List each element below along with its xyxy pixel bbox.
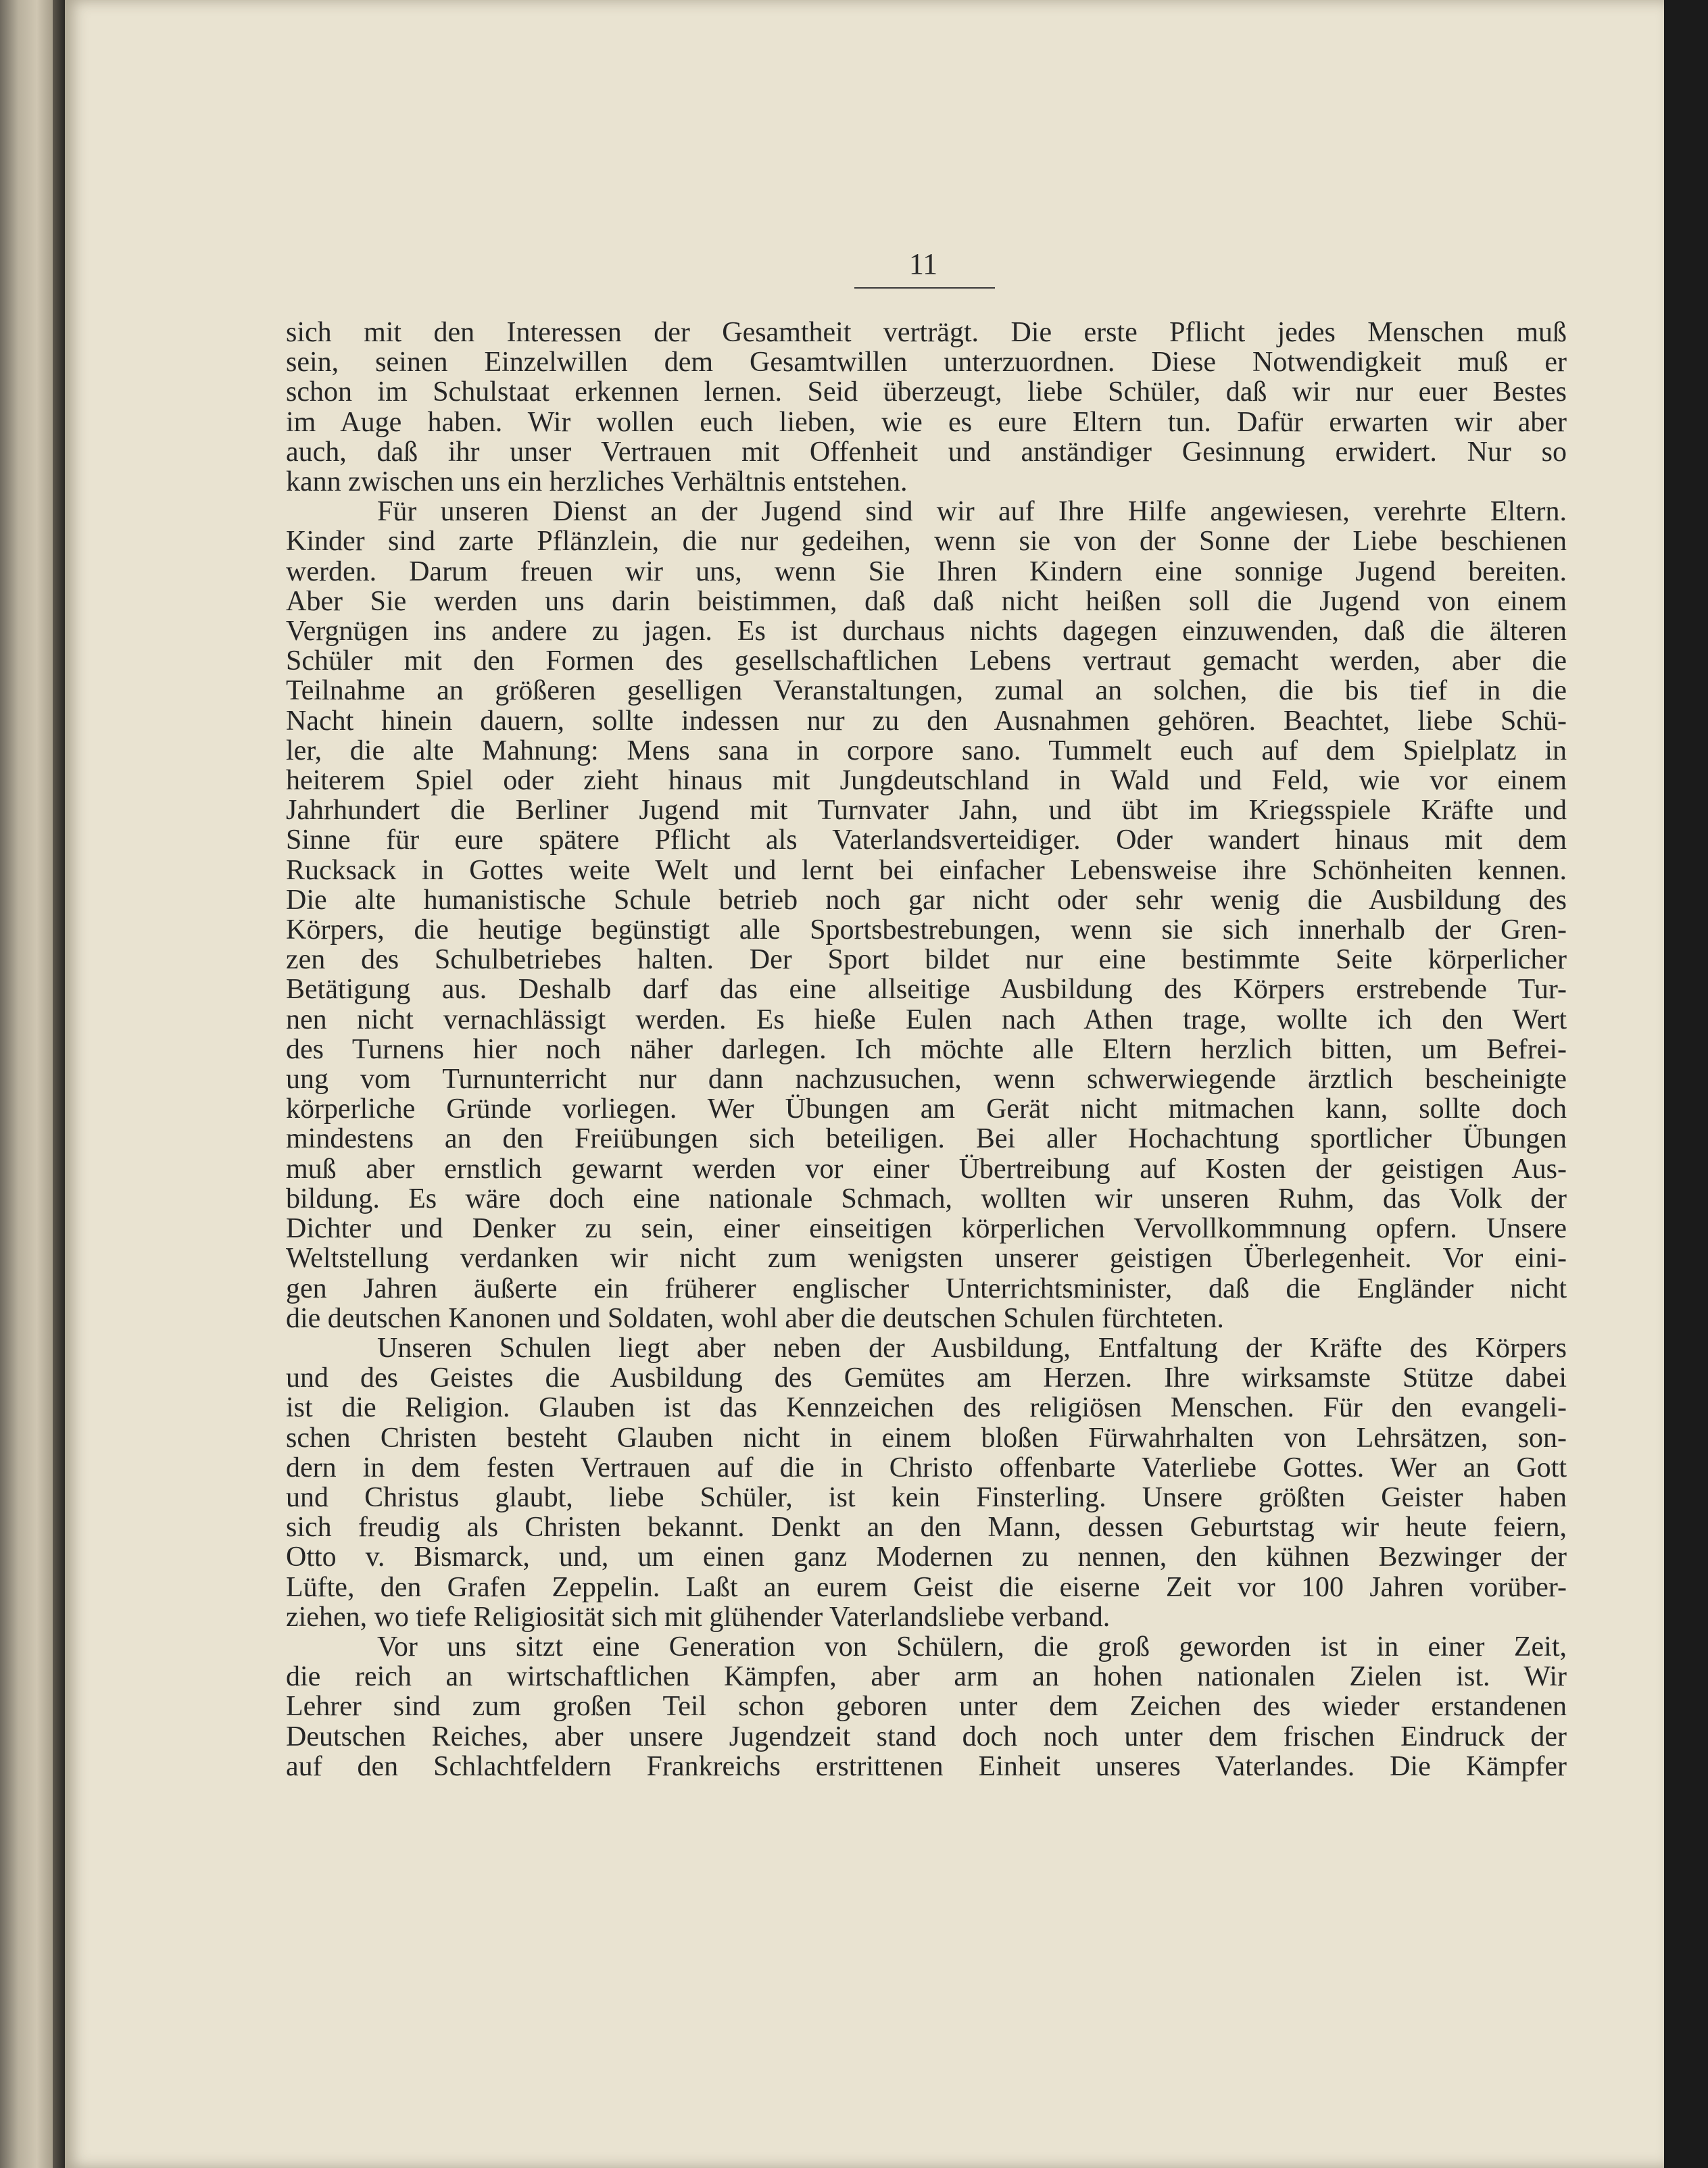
text-line: Dichter und Denker zu sein, einer einseitigen körperlichen Vervollkommnung opfern. Unsere (286, 1213, 1567, 1245)
text-line: Kinder sind zarte Pflänzlein, die nur gedeihen, wenn sie von der Sonne der Liebe beschienen (286, 526, 1567, 558)
text-line: gen Jahren äußerte ein früherer englischer Unterrichtsminister, daß die Engländer nicht (286, 1273, 1567, 1304)
book-gutter (53, 0, 65, 2168)
text-line: Jahrhundert die Berliner Jugend mit Turnvater Jahn, und übt im Kriegsspiele Kräfte und (286, 795, 1567, 827)
text-line: Rucksack in Gottes weite Welt und lernt bei einfacher Lebensweise ihre Schönheiten kennen. (286, 854, 1567, 886)
text-line: ist die Religion. Glauben ist das Kennzeichen des religiösen Menschen. Für den evangeli- (286, 1392, 1567, 1424)
text-line: Teilnahme an größeren geselligen Veranstaltungen, zumal an solchen, die bis tief in die (286, 675, 1567, 707)
text-line: sein, seinen Einzelwillen dem Gesamtwillen unterzuordnen. Diese Notwendigkeit muß er (286, 347, 1567, 378)
text-line: werden. Darum freuen wir uns, wenn Sie Ihren Kindern eine sonnige Jugend bereiten. (286, 556, 1567, 587)
text-line: Vor uns sitzt eine Generation von Schülern, die groß geworden ist in einer Zeit, (377, 1631, 1567, 1662)
text-line: nen nicht vernachlässigt werden. Es hieße Eulen nach Athen trage, wollte ich den Wert (286, 1004, 1567, 1035)
text-line: Weltstellung verdanken wir nicht zum wenigsten unserer geistigen Überlegenheit. Vor eini- (286, 1243, 1567, 1275)
text-line: zen des Schulbetriebes halten. Der Sport bildet nur eine bestimmte Seite körperlicher (286, 944, 1567, 976)
text-line: im Auge haben. Wir wollen euch lieben, wie es eure Eltern tun. Dafür erwarten wir aber (286, 406, 1567, 438)
text-line: die reich an wirtschaftlichen Kämpfen, aber arm an hohen nationalen Zielen ist. Wir (286, 1661, 1567, 1693)
text-line: Die alte humanistische Schule betrieb noch gar nicht oder sehr wenig die Ausbildung des (286, 884, 1567, 916)
text-line: auch, daß ihr unser Vertrauen mit Offenheit und anständiger Gesinnung erwidert. Nur so (286, 436, 1567, 468)
text-line: muß aber ernstlich gewarnt werden vor einer Übertreibung auf Kosten der geistigen Aus- (286, 1153, 1567, 1185)
text-line: auf den Schlachtfeldern Frankreichs erstrittenen Einheit unseres Vaterlandes. Die Kämpfer (286, 1750, 1567, 1782)
text-line: Betätigung aus. Deshalb darf das eine allseitige Ausbildung des Körpers erstrebende Tur- (286, 974, 1567, 1006)
text-line: schon im Schulstaat erkennen lernen. Seid überzeugt, liebe Schüler, daß wir nur euer Bestes (286, 376, 1567, 408)
text-line: sich freudig als Christen bekannt. Denkt an den Mann, dessen Geburtstag wir heute feiern, (286, 1512, 1567, 1544)
text-line: ung vom Turnunterricht nur dann nachzusuchen, wenn schwerwiegende ärztlich bescheinigte (286, 1064, 1567, 1095)
text-line: Nacht hinein dauern, sollte indessen nur zu den Ausnahmen gehören. Beachtet, liebe Schü- (286, 705, 1567, 737)
text-line: und Christus glaubt, liebe Schüler, ist kein Finsterling. Unsere größten Geister haben (286, 1481, 1567, 1513)
text-line: bildung. Es wäre doch eine nationale Schmach, wollten wir unseren Ruhm, das Volk der (286, 1183, 1567, 1214)
text-line: schen Christen besteht Glauben nicht in einem bloßen Fürwahrhalten von Lehrsätzen, son- (286, 1422, 1567, 1454)
paragraph (286, 318, 1567, 497)
text-line: Für unseren Dienst an der Jugend sind wir auf Ihre Hilfe angewiesen, verehrte Eltern. (377, 496, 1567, 528)
paragraph (286, 1632, 1567, 1781)
text-line: des Turnens hier noch näher darlegen. Ich möchte alle Eltern herzlich bitten, um Befrei- (286, 1033, 1567, 1065)
text-line: ler, die alte Mahnung: Mens sana in corpore sano. Tummelt euch auf dem Spielplatz in (286, 735, 1567, 766)
left-page-edge (0, 0, 53, 2168)
text-line: ziehen, wo tiefe Religiosität sich mit glühender Vaterlandsliebe verband. (286, 1601, 1111, 1633)
text-line: Deutschen Reiches, aber unsere Jugendzeit stand doch noch unter dem frischen Eindruck der (286, 1721, 1567, 1752)
text-line: Unseren Schulen liegt aber neben der Ausbildung, Entfaltung der Kräfte des Körpers (377, 1332, 1567, 1364)
text-line: Sinne für eure spätere Pflicht als Vaterlandsverteidiger. Oder wandert hinaus mit dem (286, 824, 1567, 856)
text-line: die deutschen Kanonen und Soldaten, wohl aber die deutschen Schulen fürchteten. (286, 1302, 1224, 1334)
paragraph (286, 497, 1567, 1333)
text-line: Otto v. Bismarck, und, um einen ganz Modernen zu nennen, den kühnen Bezwinger der (286, 1542, 1567, 1573)
text-line: Vergnügen ins andere zu jagen. Es ist durchaus nichts dagegen einzuwenden, daß die älteren (286, 616, 1567, 647)
paragraph (286, 1333, 1567, 1632)
page-number-rule (854, 287, 995, 289)
text-line: kann zwischen uns ein herzliches Verhältnis entstehen. (286, 466, 908, 498)
text-line: heiterem Spiel oder zieht hinaus mit Jungdeutschland in Wald und Feld, wie vor einem (286, 765, 1567, 797)
text-line: und des Geistes die Ausbildung des Gemütes am Herzen. Ihre wirksamste Stütze dabei (286, 1362, 1567, 1394)
text-line: Körpers, die heutige begünstigt alle Sportsbestrebungen, wenn sie sich innerhalb der Gren- (286, 914, 1567, 946)
text-line: dern in dem festen Vertrauen auf die in Christo offenbarte Vaterliebe Gottes. Wer an Gott (286, 1452, 1567, 1483)
text-line: Lüfte, den Grafen Zeppelin. Laßt an eurem Geist die eiserne Zeit vor 100 Jahren vorüber- (286, 1571, 1567, 1603)
book-page (65, 0, 1664, 2168)
text-line: körperliche Gründe vorliegen. Wer Übungen am Gerät nicht mitmachen kann, sollte doch (286, 1093, 1567, 1125)
text-line: Lehrer sind zum großen Teil schon geboren unter dem Zeichen des wieder erstandenen (286, 1691, 1567, 1723)
text-line: sich mit den Interessen der Gesamtheit verträgt. Die erste Pflicht jedes Menschen muß (286, 317, 1567, 348)
page-number: 11 (908, 247, 938, 280)
text-line: mindestens an den Freiübungen sich beteiligen. Bei aller Hochachtung sportlicher Übungen (286, 1123, 1567, 1155)
text-line: Schüler mit den Formen des gesellschaftlichen Lebens vertraut gemacht werden, aber die (286, 645, 1567, 677)
body-text (286, 318, 1567, 1781)
text-line: Aber Sie werden uns darin beistimmen, daß daß nicht heißen soll die Jugend von einem (286, 585, 1567, 617)
